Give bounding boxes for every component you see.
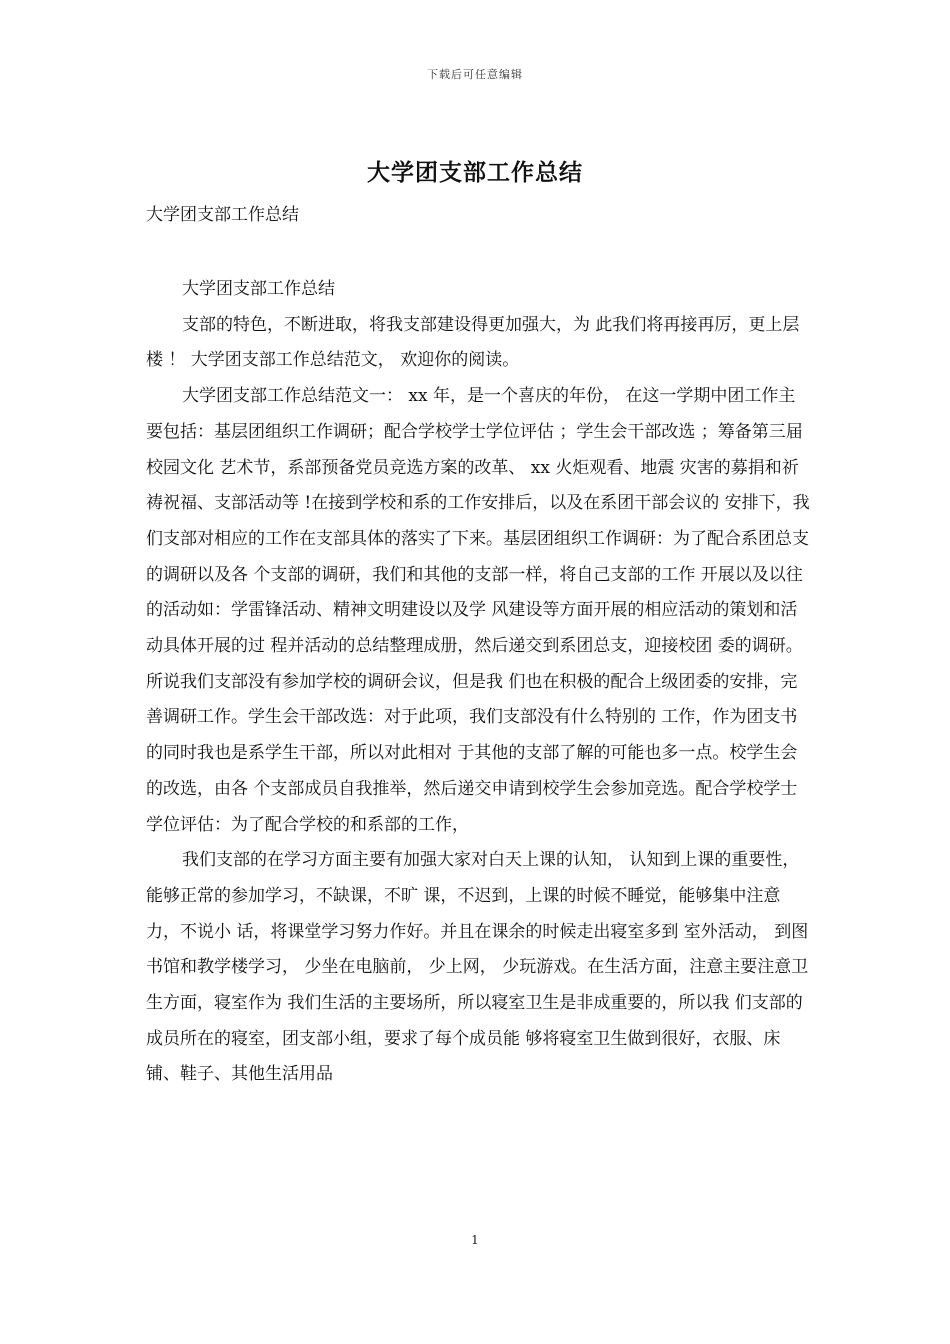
body-paragraph: 支部的特色，不断进取，将我支部建设得更加强大，为 此我们将再接再厉，更上层楼 ！ 大学团支部工作总结范文， 欢迎你的阅读。: [146, 314, 800, 371]
document-title: 大学团支部工作总结: [367, 159, 583, 186]
document-body: [146, 272, 812, 1093]
document-subtitle: 大学团支部工作总结: [146, 205, 299, 225]
body-paragraph: 我们支部的在学习方面主要有加强大家对白天上课的认知， 认知到上课的重要性，能够正常的参加学习，不缺课，不旷 课，不迟到，上课的时候不睡觉，能够集中注意力，不说小 话，将课堂学习努力作好。并且在课余的时候走出寝室多到 室外活动， 到图书馆和教学楼学习， 少坐在电脑前， 少上网， 少玩游戏。在生活方面，注意主要注意卫生方面，寝室作为 我们生活的主要场所，所以寝室卫生是非成重要的，所以我 们支部的成员所在的寝室，团支部小组，要求了每个成员能 够将寝室卫生做到很好，衣服、床铺、鞋子、其他生活用品: [146, 850, 809, 1085]
page-number: 1: [471, 1233, 479, 1247]
body-paragraph: 大学团支部工作总结: [182, 279, 335, 299]
body-paragraph: 大学团支部工作总结范文一： xx 年，是一个喜庆的年份， 在这一学期中团工作主要包括：基层团组织工作调研；配合学校学士学位评估 ；学生会干部改选 ；筹备第三届校园文化 艺术节，系部预备党员竞选方案的改革、 xx 火炬观看、地震 灾害的募捐和祈祷祝福、支部活动等 !在接到学校和系的工作安排后，以及在系团干部会议的 安排下，我们支部对相应的工作在支部具体的落实了下来。基层团组织工作调研：为了配合系团总支的调研以及各 个支部的调研，我们和其他的支部一样，将自己支部的工作 开展以及以往的活动如：学雷锋活动、精神文明建设以及学 风建设等方面开展的相应活动的策划和活动具体开展的过 程并活动的总结整理成册，然后递交到系团总支，迎接校团 委的调研。所说我们支部没有参加学校的调研会议，但是我 们也在积极的配合上级团委的安排，完善调研工作。学生会干部改选：对于此项，我们支部没有什么特别的 工作，作为团支书的同时我也是系学生干部，所以对此相对 于其他的支部了解的可能也多一点。校学生会的改选，由各 个支部成员自我推举，然后递交申请到校学生会参加竞选。配合学校学士学位评估：为了配合学校的和系部的工作，: [146, 386, 810, 835]
page-header-note: 下载后可任意编辑: [427, 68, 523, 81]
